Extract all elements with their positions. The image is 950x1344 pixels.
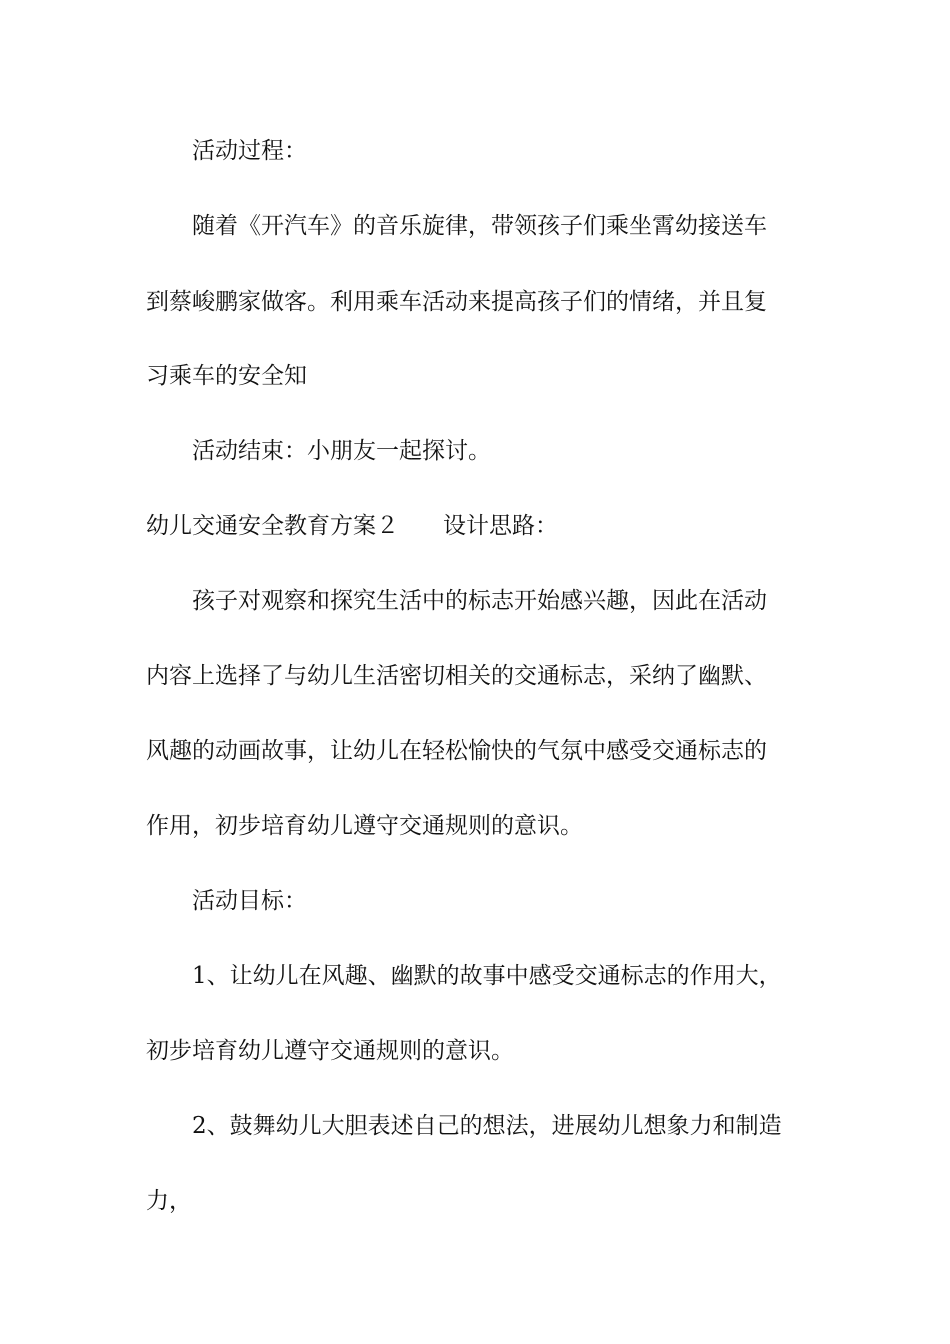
paragraph-line: 内容上选择了与幼儿生活密切相关的交通标志，采纳了幽默、 (146, 663, 767, 689)
paragraph-line: 初步培育幼儿遵守交通规则的意识。 (146, 1038, 514, 1064)
paragraph-line: 风趣的动画故事，让幼儿在轻松愉快的气氛中感受交通标志的 (146, 738, 767, 764)
paragraph-line: 1、让幼儿在风趣、幽默的故事中感受交通标志的作用大， (192, 963, 782, 989)
paragraph-line: 作用，初步培育幼儿遵守交通规则的意识。 (146, 813, 583, 839)
paragraph-line: 活动过程： (192, 138, 307, 164)
paragraph-line: 习乘车的安全知 (146, 363, 307, 389)
paragraph-line: 到蔡峻鹏家做客。利用乘车活动来提高孩子们的情绪，并且复 (146, 289, 767, 315)
paragraph-line: 活动结束：小朋友一起探讨。 (192, 438, 491, 464)
section-heading (146, 510, 826, 542)
paragraph-line: 活动目标： (192, 888, 307, 914)
section-subtitle: 设计思路： (443, 513, 558, 539)
paragraph-line: 力， (146, 1188, 192, 1214)
paragraph-line: 随着《开汽车》的音乐旋律，带领孩子们乘坐霄幼接送车 (192, 213, 767, 239)
paragraph-line: 2、鼓舞幼儿大胆表述自己的想法，进展幼儿想象力和制造 (192, 1113, 782, 1139)
section-title: 幼儿交通安全教育方案２ (146, 513, 399, 539)
paragraph-line: 孩子对观察和探究生活中的标志开始感兴趣，因此在活动 (192, 588, 767, 614)
